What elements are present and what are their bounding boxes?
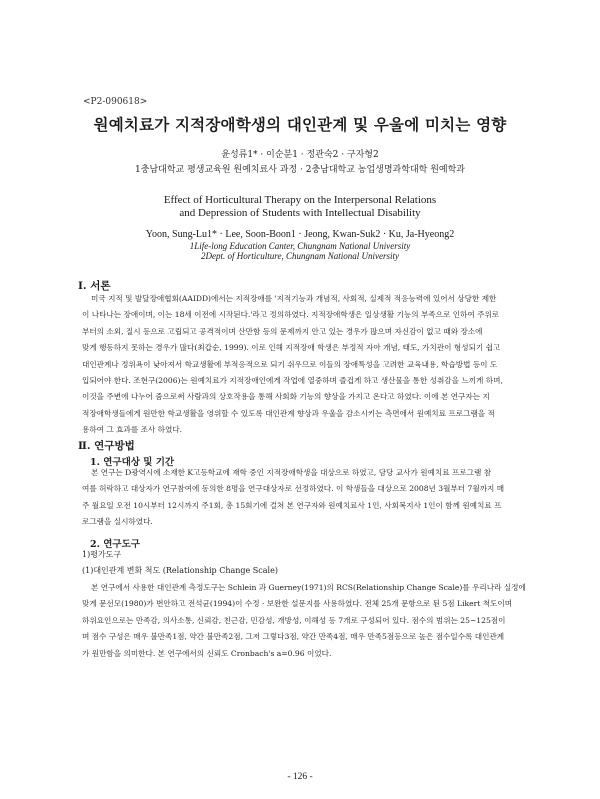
subsection-2-body (82, 580, 538, 662)
body-line: 로그램을 실시하였다. (82, 517, 153, 527)
body-line: 며 점수 구성은 매우 불만족1점, 약간 불만족2점, 그저 그렇다3점, 약간 만족4점, 매우 만족5점등으로 높은 점수일수록 대인관계 (82, 632, 505, 642)
body-line: 여를 허락하고 대상자가 연구참여에 동의한 8명을 연구대상자로 선정하였다. 이 학생들을 대상으로 2008년 3월부터 7월까지 매 (82, 484, 505, 494)
korean-affiliation: 1충남대학교 평생교육원 원예치료사 과정 · 2충남대학교 농업생명과학대학 원예학과 (135, 165, 465, 175)
body-line: 입되어야 한다. 조현구(2006)는 원예치료가 지적장애인에게 작업에 열중하며 즐겁게 하고 생산물을 통한 성취감을 느끼게 하며, (82, 376, 503, 386)
english-affiliation-2: 2Dept. of Horticulture, Chungnam National University (201, 251, 399, 261)
body-line: 적장애학생들에게 원만한 학교생활을 영위할 수 있도록 대인관계 향상과 우울을 감소시키는 측면에서 원예치료 프로그램을 적 (82, 408, 495, 418)
measure-label: (1)대인관계 변화 척도 (Relationship Change Scale) (82, 566, 278, 576)
body-line: 미국 지적 및 발달장애협회(AAIDD)에서는 지적장애를 '지적기능과 개념적, 사회적, 실제적 적응능력에 있어서 상당한 제한 (91, 294, 497, 303)
body-line: 이것을 주변에 나누어 줌으로써 사람과의 상호작용을 통해 사회화 기능의 향상을 가지고 온다고 하였다. 이에 본 연구자는 지 (82, 392, 490, 402)
subsection-2-items (82, 547, 538, 580)
body-line: 본 연구에서 사용한 대인관계 측정도구는 Schlein 과 Guerney(1971)의 RCS(Relationship Change Scale)를 우리나라 실정에 (91, 583, 526, 592)
measure-label: 1)평가도구 (82, 550, 122, 559)
english-title (0, 194, 600, 220)
korean-authors: 윤성류1* · 이순분1 · 정관숙2 · 구자형2 (221, 150, 379, 160)
section-1-heading: Ⅰ. 서론 (78, 280, 111, 292)
subsection-2-heading: 2. 연구도구 (90, 539, 140, 550)
english-affiliation-1: 1Life-long Education Canter, Chungnam National University (189, 241, 411, 251)
body-line: 대인관계나 정위욕이 낮아져서 학교생활에 부적응적으로 되기 쉬우므로 이들의 장애특성을 고려한 교육내용, 학습방법 등이 도 (82, 359, 498, 369)
body-line: 부터의 소외, 질시 등으로 고립되고 공격적이며 산만함 등의 문제까지 안고 있는 경우가 많으며 자신감이 없고 때와 장소에 (82, 326, 483, 336)
body-line: 하위요인으로는 만족감, 의사소통, 신뢰감, 친근감, 민감성, 개방성, 이해성 등 7개로 구성되어 있다. 점수의 범위는 25~125점이 (82, 615, 506, 625)
subsection-1-heading: 1. 연구대상 및 기간 (90, 457, 175, 468)
body-line: 용하여 그 효과를 조사 하였다. (82, 425, 183, 435)
korean-title: 원예치료가 지적장애학생의 대인관계 및 우울에 미치는 영향 (93, 115, 507, 134)
paper-code: <P2-090618> (83, 97, 148, 107)
page-number: - 126 - (287, 772, 313, 782)
english-title-line-2: and Depression of Students with Intellectual Disability (179, 207, 421, 219)
section-2-heading: Ⅱ. 연구방법 (78, 440, 135, 452)
body-line: 주 월요일 오전 10시부터 12시까지 주1회, 총 15회기에 걸쳐 본 연구자와 원예치료사 1인, 사회복지사 1인이 함께 원예치료 프 (82, 500, 502, 510)
body-line: 본 연구는 D광역시에 소재한 K고등학교에 재학 중인 지적장애학생을 대상으로 하였고, 담당 교사가 원예치료 프로그램 참 (91, 468, 492, 477)
body-line: 맞게 문선모(1980)가 번안하고 전석균(1994)이 수정 · 보완한 설문지를 사용하였다. 전체 25개 문항으로 된 5점 Likert 척도이며 (82, 599, 513, 609)
subsection-1-body (82, 465, 538, 531)
body-line: 맞게 행동하지 못하는 경우가 많다(최갑순, 1999). 이로 인해 지적장애 학생은 부정적 자아 개념, 태도, 가치관이 형성되기 쉽고 (82, 343, 501, 353)
english-authors: Yoon, Sung-Lu1* · Lee, Soon-Boon1 · Jeong, Kwan-Suk2 · Ku, Ja-Hyeong2 (145, 229, 455, 240)
english-title-line-1: Effect of Horticultural Therapy on the Interpersonal Relations (163, 194, 437, 206)
body-line: 가 원만함을 의미한다. 본 연구에서의 신뢰도 Cronbach's a=0.96 이었다. (82, 648, 332, 658)
section-1-body (82, 291, 538, 439)
body-line: 이 나타나는 장애이며, 이는 18세 이전에 시작된다.'라고 정의하였다. 지적장애학생은 일상생활 기능의 부족으로 인하여 주위로 (82, 310, 500, 320)
